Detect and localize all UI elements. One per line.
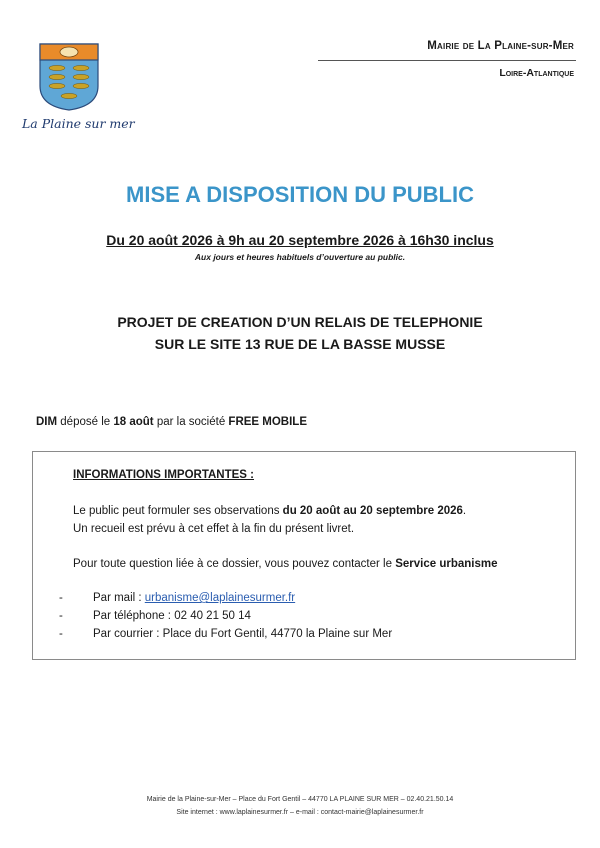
project-title-line2: SUR LE SITE 13 RUE DE LA BASSE MUSSE [154, 336, 446, 352]
contact-label: Par téléphone : [93, 610, 175, 622]
footer-address: Mairie de la Plaine-sur-Mer – Place du Fort Gentil – 44770 LA PLAINE SUR MER – 02.40.21.50.14 [146, 796, 454, 803]
contact-item-phone [59, 610, 251, 622]
header-subtitle: Loire-Atlantique [499, 67, 574, 79]
dim-label: DIM [36, 416, 58, 428]
contact-intro [73, 558, 497, 570]
dim-statement [36, 416, 307, 428]
list-dash: - [59, 628, 63, 640]
info-box [32, 451, 576, 660]
header-divider [318, 60, 576, 61]
document-title: MISE A DISPOSITION DU PUBLIC [126, 182, 474, 207]
contact-item-mail [59, 592, 295, 604]
obs-suffix: . [462, 505, 467, 517]
email-link[interactable]: urbanisme@laplainesurmer.fr [144, 592, 296, 604]
header-title: Mairie de La Plaine-sur-Mer [427, 40, 574, 52]
contact-item-post [59, 628, 392, 640]
contact-label: Par courrier : [93, 628, 163, 640]
dim-company: FREE MOBILE [228, 416, 308, 428]
contact-intro-text: Pour toute question liée à ce dossier, vous pouvez contacter le [73, 558, 396, 570]
info-heading: INFORMATIONS IMPORTANTES : [73, 469, 255, 481]
postal-address: Place du Fort Gentil, 44770 la Plaine sur Mer [162, 628, 393, 640]
project-title-line1: PROJET DE CREATION D’UN RELAIS DE TELEPHONIE [117, 314, 483, 330]
dim-text: déposé le [57, 416, 114, 428]
phone-number: 02 40 21 50 14 [174, 610, 251, 622]
town-logo [38, 42, 100, 112]
observation-period-text [73, 505, 466, 517]
dim-text-2: par la société [153, 416, 229, 428]
service-name: Service urbanisme [395, 558, 498, 570]
register-note: Un recueil est prévu à cet effet à la fin du présent livret. [73, 523, 355, 535]
list-dash: - [59, 592, 63, 604]
footer-web: Site internet : www.laplainesurmer.fr – e-mail : contact-mairie@laplainesurmer.fr [176, 809, 424, 816]
contact-label: Par mail : [93, 592, 145, 604]
availability-dates: Du 20 août 2026 à 9h au 20 septembre 2026 à 16h30 inclus [106, 232, 494, 248]
obs-dates: du 20 août au 20 septembre 2026 [282, 505, 463, 517]
obs-prefix: Le public peut formuler ses observations [73, 505, 283, 517]
logo-wordmark: La Plaine sur mer [22, 116, 135, 131]
opening-hours-note: Aux jours et heures habituels d’ouverture au public. [194, 252, 406, 262]
list-dash: - [59, 610, 63, 622]
dim-date: 18 août [113, 416, 154, 428]
